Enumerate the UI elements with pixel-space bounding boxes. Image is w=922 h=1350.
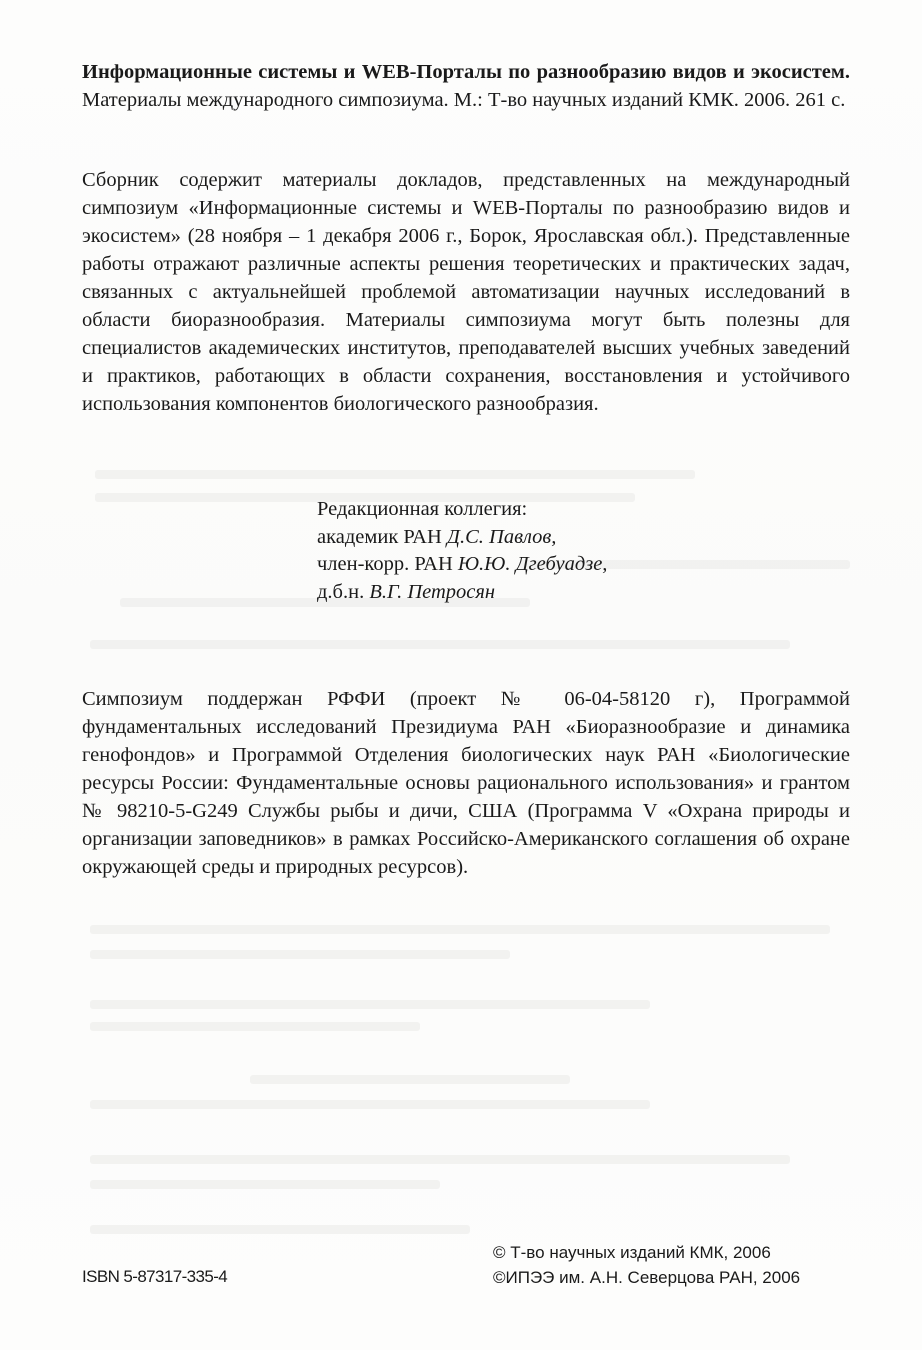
bibliographic-reference — [82, 58, 850, 114]
isbn: ISBN 5-87317-335-4 — [82, 1267, 228, 1286]
support-paragraph: Симпозиум поддержан РФФИ (проект № 06-04-58120 г), Программой фундаментальных исследований Президиума РАН «Биоразнообразие и динамика генофондов» и Программой Отделения биологических наук РАН «Биологические ресурсы России: Фундаментальные основы рационального использования» и грантом № 98210-5-G249 Службы рыбы и дичи, США (Программа V «Охрана природы и организации заповедников» в рамках Российско-Американского соглашения об охране окружающей среды и природных ресурсов). — [82, 688, 850, 878]
editor-row — [317, 579, 607, 607]
editor-row — [317, 551, 607, 579]
editor-name: Д.С. Павлов, — [446, 525, 557, 548]
editor-name: В.Г. Петросян — [369, 580, 496, 603]
editor-name: Ю.Ю. Дгебуадзе, — [457, 553, 608, 575]
editor-row — [317, 524, 607, 552]
editorial-board — [317, 496, 607, 606]
editorial-board-heading: Редакционная коллегия: — [317, 498, 528, 520]
copyright-line: © Т-во научных изданий КМК, 2006 — [493, 1243, 771, 1262]
editor-title: академик РАН — [317, 525, 442, 548]
editor-title: д.б.н. — [317, 580, 365, 603]
book-title: Информационные системы и WEB-Порталы по разнообразию видов и экосистем. — [82, 61, 850, 83]
abstract-paragraph: Сборник содержит материалы докладов, представленных на международный симпозиум «Информационные системы и WEB-Порталы по разнообразию видов и экосистем» (28 ноября – 1 декабря 2006 г., Борок, Ярославская обл.). Представленные работы отражают различные аспекты решения теоретических и практических задач, связанных с актуальнейшей проблемой автоматизации научных исследований в области биоразнообразия. Материалы симпозиума могут быть полезны для специалистов академических институтов, преподавателей высших учебных заведений и практиков, работающих в области сохранения, восстановления и устойчивого использования компонентов биологического разнообразия. — [82, 169, 850, 415]
copyright-block — [493, 1240, 800, 1290]
publication-details: Материалы международного симпозиума. М.: Т-во научных изданий КМК. 2006. 261 с. — [82, 89, 846, 111]
copyright-line: ©ИПЭЭ им. А.Н. Северцова РАН, 2006 — [493, 1268, 801, 1287]
editor-title: член-корр. РАН — [317, 553, 453, 575]
